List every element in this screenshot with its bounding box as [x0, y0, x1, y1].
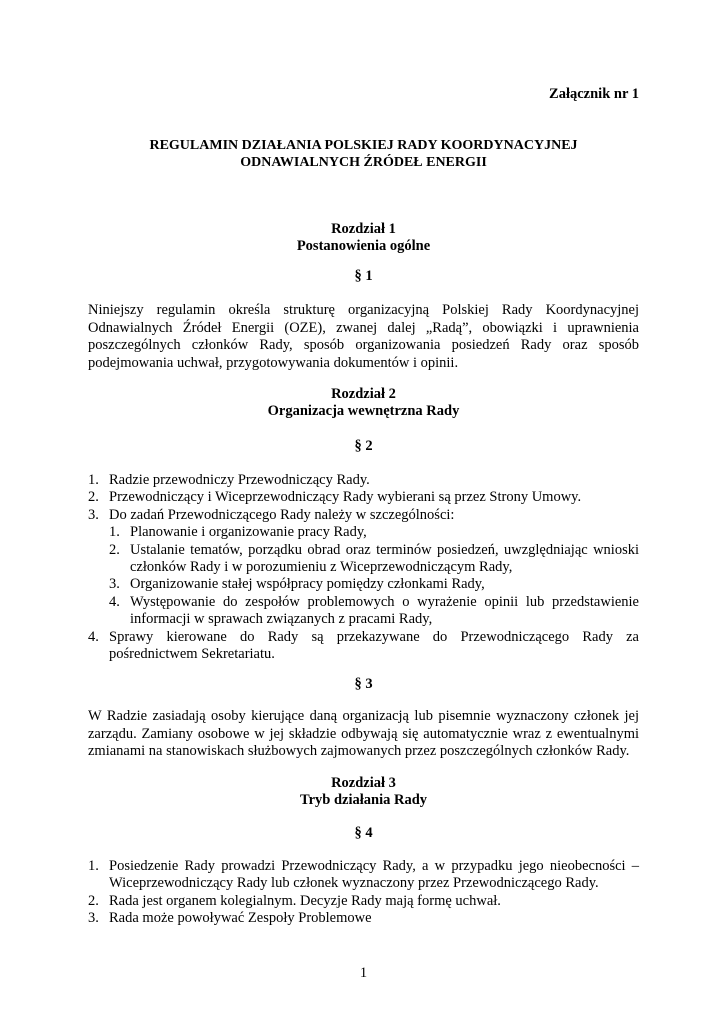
sub-list-item-text: Planowanie i organizowanie pracy Rady, [130, 524, 367, 541]
section-3-line: zmianami na stanowiskach służbowych zajmowanych przez poszczególnych członków Rady. [88, 743, 630, 759]
section-2-mark: § 2 [354, 438, 373, 454]
sub-list-item-text: członków Rady i w porozumieniu z Wiceprzewodniczącym Rady, [130, 559, 513, 576]
sub-list-item [88, 524, 639, 541]
list-item [88, 472, 639, 489]
list-item [88, 489, 639, 506]
chapter-1-label: Rozdział 1 [331, 221, 396, 237]
sub-list-item-number: 1. [109, 524, 120, 541]
list-item-text: Radzie przewodniczy Przewodniczący Rady. [109, 472, 370, 488]
list-item-text: Wiceprzewodniczący Rady lub członek wyznaczony przez Przewodniczącego Rady. [109, 875, 599, 892]
list-item [88, 858, 639, 893]
section-1-paragraph [88, 302, 639, 372]
section-1-line: podejmowania uchwał, przygotowywania dokumentów i opinii. [88, 354, 459, 371]
document-title [88, 137, 639, 171]
sub-list-item [88, 594, 639, 629]
list-item-text: Do zadań Przewodniczącego Rady należy w szczególności: [109, 506, 455, 523]
list-item-number: 1. [88, 858, 99, 874]
chapter-3-name: Tryb działania Rady [299, 792, 428, 808]
list-item-text: Posiedzenie Rady prowadzi Przewodniczący Rady, a w przypadku jego nieobecności – [109, 858, 639, 874]
list-item-text: pośrednictwem Sekretariatu. [109, 646, 275, 663]
title-line-1: REGULAMIN DZIAŁANIA POLSKIEJ RADY KOORDYNACYJNEJ [149, 138, 578, 153]
list-item-number: 1. [88, 472, 99, 488]
page-number: 1 [359, 965, 368, 981]
list-item-number: 4. [88, 628, 99, 645]
document-page [88, 0, 639, 1024]
sub-list-item-number: 3. [109, 576, 120, 593]
chapter-3-heading [88, 775, 639, 809]
list-item [88, 629, 639, 664]
section-4-mark: § 4 [354, 825, 373, 841]
section-3-line: zarządu. Zamiany osobowe w jej składzie odbywają się automatycznie wraz z ewentualnymi [88, 725, 639, 742]
list-item-number: 3. [88, 910, 99, 927]
list-item-number: 3. [88, 506, 99, 523]
list-item [88, 893, 639, 910]
chapter-1-name: Postanowienia ogólne [296, 238, 431, 254]
chapter-3-label: Rozdział 3 [331, 775, 396, 791]
section-3-mark: § 3 [354, 676, 373, 692]
list-item-text: Rada może powoływać Zespoły Problemowe [109, 910, 372, 927]
section-1-line: poszczególnych członków Rady, sposób organizowania posiedzeń Rady oraz sposób [88, 337, 639, 353]
list-item [88, 507, 639, 524]
section-1-line: Odnawialnych Źródeł Energii (OZE), zwanej dalej „Radą”, obowiązki i uprawnienia [88, 319, 639, 336]
list-item-text: Sprawy kierowane do Rady są przekazywane do Przewodniczącego Rady za [109, 628, 639, 645]
chapter-2-label: Rozdział 2 [331, 386, 396, 402]
section-3-paragraph [88, 708, 639, 761]
sub-list-item-text: Występowanie do zespołów problemowych o wyrażenie opinii lub przedstawienie [130, 593, 639, 610]
section-2-list [88, 472, 639, 663]
sub-list-item-number: 2. [109, 541, 120, 558]
sub-list [88, 524, 639, 628]
list-item [88, 910, 639, 927]
section-4-list [88, 858, 639, 928]
sub-list-item [88, 576, 639, 593]
list-item-number: 2. [88, 892, 99, 909]
list-item-text: Rada jest organem kolegialnym. Decyzje Rady mają formę uchwał. [109, 892, 501, 909]
chapter-1-heading [88, 221, 639, 255]
section-1-line: Niniejszy regulamin określa strukturę organizacyjną Polskiej Rady Koordynacyjnej [88, 302, 639, 318]
sub-list-item [88, 542, 639, 577]
section-1-mark: § 1 [354, 268, 373, 284]
chapter-2-name: Organizacja wewnętrzna Rady [267, 403, 460, 419]
section-3-line: W Radzie zasiadają osoby kierujące daną organizacją lub pisemnie wyznaczony członek jej [88, 708, 639, 724]
sub-list-item-text: Organizowanie stałej współpracy pomiędzy członkami Rady, [130, 576, 485, 593]
title-line-2: ODNAWIALNYCH ŹRÓDEŁ ENERGII [240, 155, 487, 170]
sub-list-item-text: informacji w sprawach związanych z pracami Rady, [130, 611, 433, 628]
annex-label: Załącznik nr 1 [549, 86, 639, 102]
list-item-text: Przewodniczący i Wiceprzewodniczący Rady wybierani są przez Strony Umowy. [109, 489, 582, 506]
chapter-2-heading [88, 386, 639, 420]
list-item-number: 2. [88, 489, 99, 506]
sub-list-item-text: Ustalanie tematów, porządku obrad oraz terminów posiedzeń, uwzględniając wnioski [130, 541, 639, 558]
sub-list-item-number: 4. [109, 593, 120, 610]
